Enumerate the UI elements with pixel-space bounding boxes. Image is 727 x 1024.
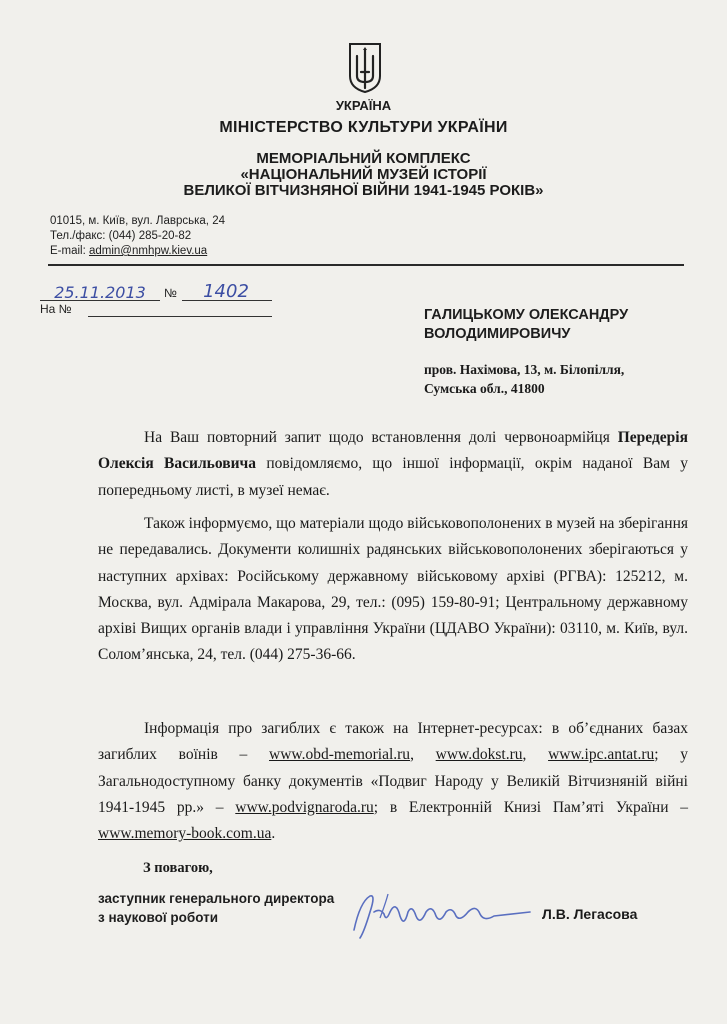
p3-sep-1: ,	[410, 746, 436, 764]
header-country: УКРАЇНА	[335, 98, 392, 113]
contacts-email-label: E-mail:	[50, 245, 89, 257]
p1-text-a: На Ваш повторний запит щодо встановлення долі червоноармійця	[144, 429, 618, 446]
ref-number-line	[182, 300, 272, 301]
ref-reply-label: На №	[40, 302, 72, 316]
p1-soldier-name: Передерія Олексія Васильовича	[98, 429, 688, 473]
ref-no-label: №	[164, 286, 177, 300]
closing-regards: З повагою,	[143, 860, 213, 876]
p1-text-b: повідомляємо, що іншої інформації, окрім наданої Вам у попередньому листі, в музеї немає.	[98, 455, 688, 499]
addressee-name-line1: ГАЛИЦЬКОМУ ОЛЕКСАНДРУ	[424, 307, 629, 323]
addressee-name	[424, 306, 628, 344]
header-museum-line1: МЕМОРІАЛЬНИЙ КОМПЛЕКС	[256, 150, 471, 167]
ref-date-line	[40, 300, 160, 301]
link-memory-book[interactable]: www.memory-book.com.ua	[98, 825, 272, 843]
p3-sep-2: ,	[522, 746, 549, 764]
closing-position	[98, 889, 334, 927]
ref-reply-line	[88, 316, 272, 317]
closing-position-line2: з наукової роботи	[98, 910, 219, 925]
contacts-address: 01015, м. Київ, вул. Лаврська, 24	[50, 215, 225, 227]
ref-number: 1402	[203, 281, 249, 302]
addressee-address	[424, 360, 624, 398]
addressee-street-line1: пров. Нахімова, 13, м. Білопілля,	[424, 362, 625, 377]
addressee-street-line2: Сумська обл., 41800	[424, 381, 545, 396]
addressee-name-line2: ВОЛОДИМИРОВИЧУ	[424, 326, 571, 342]
handwritten-signature	[340, 882, 540, 952]
signer-name: Л.В. Легасова	[542, 906, 638, 922]
closing-position-line1: заступник генерального директора	[98, 891, 335, 906]
header-divider	[48, 264, 684, 266]
header-museum-line2: «НАЦІОНАЛЬНИЙ МУЗЕЙ ІСТОРІЇ	[240, 166, 487, 183]
p3-text-b: ; у Загальнодоступному банку документів «Подвиг Народу у Великій Вітчизняній війні 1941-1945 рр.» –	[98, 746, 689, 816]
link-ipc-antat[interactable]: www.ipc.antat.ru	[548, 746, 655, 764]
contacts-email[interactable]: admin@nmhpw.kiev.ua	[88, 245, 208, 257]
body-paragraph-1	[98, 425, 688, 504]
p3-text-c: ; в Електронній Книзі Пам’яті України –	[373, 798, 688, 816]
p3-text-d: .	[271, 825, 276, 843]
body-paragraph-2	[98, 511, 688, 669]
link-dokst[interactable]: www.dokst.ru	[435, 746, 523, 764]
contacts-block	[50, 214, 225, 259]
p3-text-a: Інформація про загиблих є також на Інтернет-ресурсах: в об’єднаних базах загиблих воїнів –	[98, 720, 688, 764]
p2-text: Також інформуємо, що матеріали щодо військовополонених в музей на зберігання не передавались. Документи колишніх радянських військовополонених зберігаються у наступних архівах: Російському державному військовому архіві (РГВА): 125212, м. Москва, вул. Адмірала Макарова, 29, тел.: (095) 159-80-91; Центральному державному архіві Вищих органів влади і управління України (ЦДАВО України): 03110, м. Київ, вул. Солом’янська, 24, тел. (044) 275-36-66.	[98, 515, 688, 664]
contacts-email-row	[50, 244, 225, 259]
header-ministry: МІНІСТЕРСТВО КУЛЬТУРИ УКРАЇНИ	[219, 119, 508, 136]
coat-of-arms-icon	[347, 42, 383, 94]
body-paragraph-3	[98, 716, 688, 847]
ref-date: 25.11.2013	[54, 283, 146, 302]
link-obd-memorial[interactable]: www.obd-memorial.ru	[269, 746, 411, 764]
link-podvignaroda[interactable]: www.podvignaroda.ru	[235, 798, 374, 816]
header-museum-line3: ВЕЛИКОЇ ВІТЧИЗНЯНОЇ ВІЙНИ 1941-1945 РОКІВ»	[183, 182, 544, 199]
contacts-phone: Тел./факс: (044) 285-20-82	[50, 230, 192, 242]
